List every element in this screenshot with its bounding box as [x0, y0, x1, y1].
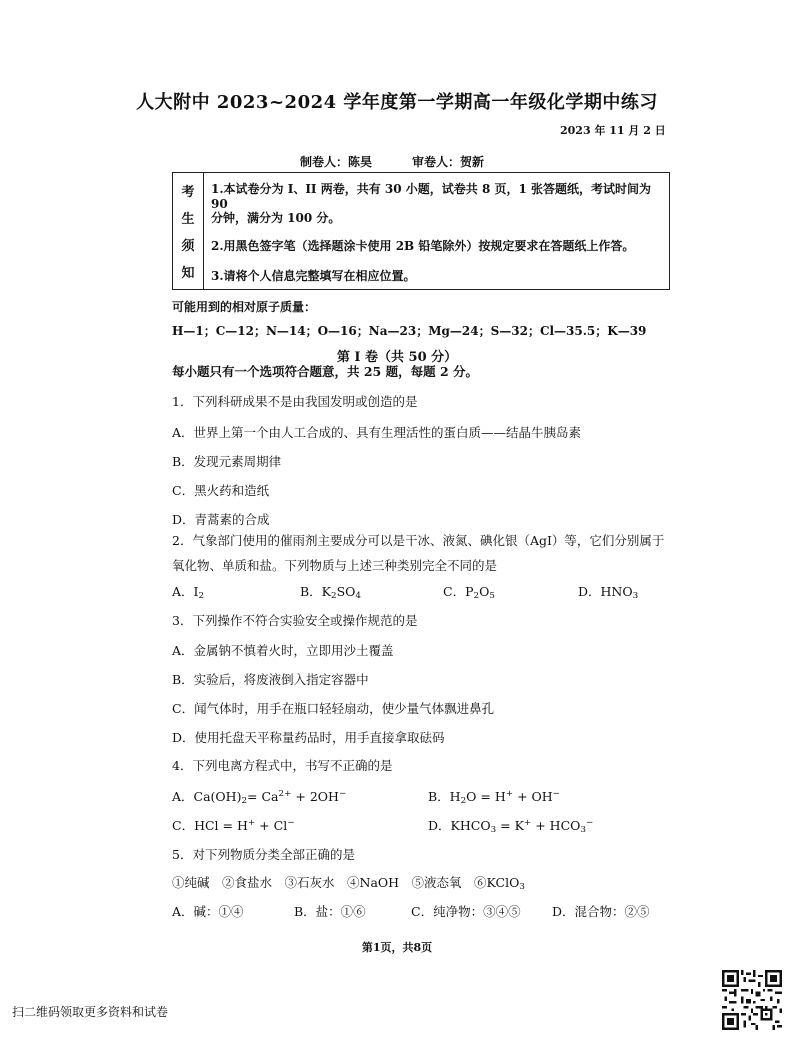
- question-3-stem: 3．下列操作不符合实验安全或操作规范的是: [172, 613, 418, 628]
- notice-heading: [173, 173, 204, 289]
- authors-line: [300, 153, 524, 170]
- notice-head-char: 知: [181, 266, 195, 281]
- question-3-option-a: A．金属钠不慎着火时，立即用沙土覆盖: [172, 643, 394, 658]
- notice-head-char: 考: [181, 185, 195, 200]
- question-2-option-b: B．$K_2SO_4$: [300, 584, 361, 601]
- question-2-stem: 2．气象部门使用的催雨剂主要成分可以是干冰、液氮、碘化银（AgI）等，它们分别属于: [172, 533, 665, 548]
- question-5-stem: 5．对下列物质分类全部正确的是: [172, 847, 355, 862]
- section-title: 第 I 卷（共 50 分）: [336, 350, 458, 365]
- question-1-option-a: A．世界上第一个由人工合成的、具有生理活性的蛋白质——结晶牛胰岛素: [172, 425, 582, 440]
- question-4-option-b: B．$H_2O = H^+ + OH^-$: [428, 789, 561, 806]
- notice-line: 3.请将个人信息完整填写在相应位置。: [211, 269, 416, 283]
- notice-head-char: 须: [181, 239, 195, 254]
- question-3-option-b: B．实验后，将废液倒入指定容器中: [172, 672, 369, 687]
- question-4-option-c: C．HCl = H+ + Cl−: [172, 818, 295, 833]
- question-1-option-d: D．青蒿素的合成: [172, 512, 270, 527]
- page-number: 第1页，共8页: [361, 941, 433, 954]
- notice-line: 1.本试卷分为 I、II 两卷，共有 30 小题，试卷共 8 页，1 张答题纸，考试时间为 90: [211, 182, 652, 211]
- question-3-option-d: D．使用托盘天平称量药品时，用手直接拿取砝码: [172, 730, 445, 745]
- reviewer: 审卷人：贺新: [412, 155, 485, 169]
- question-3-option-c: C．闻气体时，用手在瓶口轻轻扇动，使少量气体飘进鼻孔: [172, 701, 495, 716]
- atomic-mass-values: H—1；C—12；N—14；O—16；Na—23；Mg—24；S—32；Cl—35.5；K—39: [172, 324, 647, 338]
- atomic-mass-label: 可能用到的相对原子质量：: [172, 300, 317, 314]
- question-4-option-a: A．$Ca(OH)_2= Ca^{2+} + 2OH^-$: [172, 789, 347, 806]
- notice-head-char: 生: [181, 212, 195, 227]
- section-instruction: 每小题只有一个选项符合题意，共 25 题，每题 2 分。: [172, 364, 479, 379]
- question-5-option-b: B．盐：①⑥: [294, 904, 366, 919]
- question-2-stem-cont: 氧化物、单质和盐。下列物质与上述三种类别完全不同的是: [172, 558, 498, 573]
- question-5-option-a: A．碱：①④: [172, 904, 244, 919]
- question-2-option-c: C．$P_2O_5$: [443, 584, 495, 601]
- question-4-stem: 4．下列电离方程式中，书写不正确的是: [172, 758, 393, 773]
- question-5-option-c: C．纯净物：③④⑤: [411, 904, 521, 919]
- qr-code-icon[interactable]: [722, 970, 782, 1030]
- question-1-stem: 1．下列科研成果不是由我国发明或创造的是: [172, 394, 418, 409]
- question-4-option-d: D．$KHCO_3 = K^+ + HCO_3^-$: [428, 818, 594, 835]
- question-2-option-d: D．$HNO_3$: [578, 584, 639, 601]
- exam-date: 2023 年 11 月 2 日: [560, 124, 666, 137]
- exam-notice-box: [172, 172, 670, 290]
- question-5-option-d: D．混合物：②⑤: [552, 904, 650, 919]
- question-5-items: ①纯碱 ②食盐水 ③石灰水 ④NaOH ⑤液态氧 ⑥KClO$_3$: [172, 875, 525, 892]
- question-1-option-b: B．发现元素周期律: [172, 454, 282, 469]
- notice-line: 分钟，满分为 100 分。: [211, 211, 341, 225]
- footer-promo-text: 扫二维码领取更多资料和试卷: [12, 1005, 169, 1019]
- notice-line: 2.用黑色签字笔（选择题涂卡使用 2B 铅笔除外）按规定要求在答题纸上作答。: [211, 239, 635, 253]
- question-1-option-c: C．黑火药和造纸: [172, 483, 270, 498]
- question-2-option-a: A．$I_2$: [172, 584, 205, 601]
- author: 制卷人：陈昊: [300, 155, 373, 169]
- exam-title: 人大附中 2023~2024 学年度第一学期高一年级化学期中练习: [136, 92, 658, 113]
